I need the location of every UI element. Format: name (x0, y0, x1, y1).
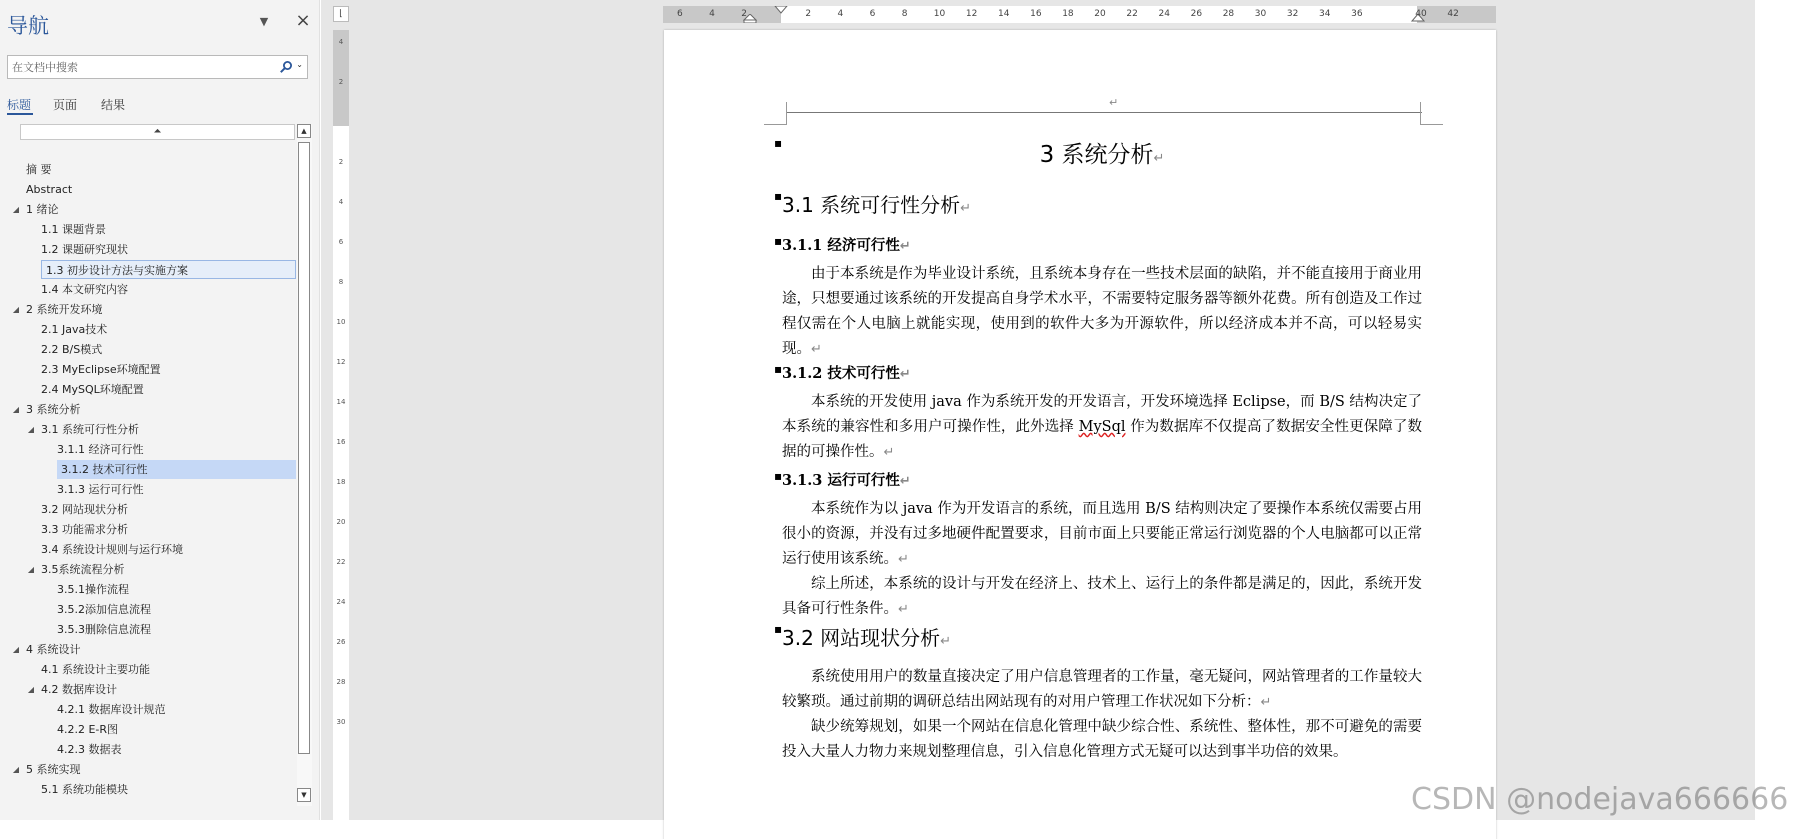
tab-results[interactable]: 结果 (101, 98, 126, 112)
outline-item[interactable] (41, 220, 106, 239)
ruler-tick-label: 14 (998, 9, 1010, 19)
outline-item-label: 2.2 B/S模式 (41, 343, 103, 356)
ruler-tick-label: 6 (338, 238, 344, 246)
ruler-tick-label: 4 (837, 9, 844, 19)
expand-triangle-icon[interactable]: ◢ (27, 425, 35, 434)
ruler-tick-label: 4 (338, 38, 344, 46)
watermark-text: CSDN @nodejava666666 (1411, 782, 1789, 817)
paragraph-text: 系统使用用户的数量直接决定了用户信息管理者的工作量，毫无疑问，网站管理者的工作量较大较繁琐。通过前期的调研总结出网站现有的对用户管理工作状况如下分析： (782, 669, 1422, 710)
outline-item-label: 1.1 课题背景 (41, 223, 106, 236)
ruler-tick-label: 32 (1286, 9, 1299, 19)
paragraph-mark: ↵ (883, 445, 895, 460)
outline-item[interactable] (41, 260, 296, 279)
paragraph-text: 本系统的开发使用 java 作为系统开发的开发语言，开发环境选择 Eclipse，而 B/S 结构决定了本系统的兼容性和多用户可操作性，此外选择 (782, 394, 1422, 435)
ruler-tick-label: 22 (1126, 9, 1138, 19)
bullet-icon: ▪ (774, 136, 783, 150)
paragraph-mark: ↵ (898, 602, 909, 617)
outline-item[interactable] (12, 300, 103, 319)
heading-3-1-1[interactable] (774, 234, 1422, 255)
ruler-tick-label: 28 (336, 678, 346, 686)
heading-3-1[interactable] (774, 189, 1422, 218)
nav-close-button[interactable] (294, 12, 312, 30)
ruler-tick-label: 8 (901, 9, 908, 19)
paragraph-text: 作为数据库不仅提高了数据安全性更保障了数据的可操作性。 (782, 419, 1422, 460)
ruler-tick-label: 22 (336, 558, 346, 566)
outline-item-label: 1 绪论 (26, 203, 59, 216)
outline-item-label: 2.3 MyEclipse环境配置 (41, 363, 161, 376)
header-rule (787, 112, 1422, 113)
outline-item[interactable] (57, 720, 118, 739)
expand-triangle-icon[interactable]: ◢ (27, 685, 35, 694)
nav-search-box (7, 55, 308, 79)
ruler-tick-label: 34 (1319, 9, 1331, 19)
triangle-up-icon: ▲ (301, 127, 307, 135)
ruler-tick-label: 26 (1190, 9, 1203, 19)
paragraph-status-2[interactable] (782, 715, 1422, 765)
tab-pages[interactable]: 页面 (53, 98, 78, 112)
bullet-icon: ▪ (774, 622, 783, 636)
outline-item[interactable] (41, 360, 161, 379)
close-icon: × (295, 10, 311, 31)
ruler-tick-label: 8 (338, 278, 344, 286)
outline-item[interactable] (26, 180, 72, 199)
outline-item-label: Abstract (26, 183, 73, 196)
nav-options-dropdown[interactable] (256, 14, 272, 30)
expand-triangle-icon[interactable]: ◢ (12, 205, 20, 214)
nav-pane-title: 导航 (7, 14, 49, 38)
ruler-tick-label: 24 (336, 598, 346, 606)
outline-item[interactable] (41, 320, 107, 339)
paragraph-text: 由于本系统是作为毕业设计系统，且系统本身存在一些技术层面的缺陷，并不能直接用于商业用途，只想要通过该系统的开发提高自身学术水平，不需要特定服务器等额外花费。所有创造及工作过程仅需在个人电脑上就能实现，使用到的软件大多为开源软件，所以经济成本并不高，可以轻易实现。 (782, 266, 1422, 357)
outline-item[interactable] (27, 420, 139, 439)
bullet-icon: ▪ (774, 189, 783, 203)
ruler-tick-label: 30 (1254, 9, 1267, 19)
scroll-down-button[interactable] (297, 788, 311, 802)
ruler-tick-label: 2 (741, 9, 747, 19)
outline-item[interactable] (41, 500, 128, 519)
ruler-tick-label: 4 (709, 9, 715, 19)
first-line-indent-marker-icon[interactable] (774, 6, 788, 14)
outline-item-label: 1.2 课题研究现状 (41, 243, 128, 256)
tab-stop-icon: ⌊ (339, 9, 343, 19)
outline-item-label: 3.5.1操作流程 (57, 583, 129, 596)
ruler-tick-label: 20 (1094, 9, 1106, 19)
outline-item-label: 5 系统实现 (26, 763, 81, 776)
outline-item-label: 4 系统设计 (26, 643, 81, 656)
collapse-all-button[interactable] (20, 124, 295, 140)
outline-item-label: 3.1 系统可行性分析 (41, 423, 139, 436)
bullet-icon: ▪ (774, 362, 783, 376)
outline-item-label: 5.1 系统功能模块 (41, 783, 128, 796)
heading-3-1-3[interactable] (774, 469, 1422, 490)
outline-item-label: 3.1.3 运行可行性 (57, 483, 144, 496)
search-icon (279, 60, 293, 74)
outline-item[interactable] (41, 520, 128, 539)
outline-item[interactable] (27, 560, 125, 579)
paragraph-technical[interactable] (782, 390, 1422, 465)
ruler-tick-label: 40 (1415, 9, 1427, 19)
active-tab-indicator (7, 113, 33, 115)
paragraph-mark: ↵ (899, 474, 911, 489)
ruler-tick-label: 24 (1158, 9, 1170, 19)
paragraph-mark: ↵ (1260, 695, 1272, 710)
outline-item[interactable] (41, 240, 128, 259)
outline-item[interactable] (57, 600, 151, 619)
paragraph-text: 综上所述，本系统的设计与开发在经济上、技术上、运行上的条件都是满足的，因此，系统开发具备可行性条件。 (782, 576, 1422, 617)
nav-search-input[interactable] (12, 56, 274, 78)
outline-item[interactable] (26, 160, 52, 179)
ruler-tick-label: 28 (1222, 9, 1235, 19)
ruler-tick-label: 2 (805, 9, 812, 19)
heading-3-1-text: 3.1 系统可行性分析 (782, 193, 961, 217)
scroll-up-button[interactable] (297, 124, 311, 138)
header-paragraph-mark: ↵ (1109, 96, 1119, 109)
ruler-tick-label: 10 (933, 9, 946, 19)
margin-corner-right (1420, 102, 1443, 125)
bullet-icon: ▪ (774, 469, 783, 483)
outline-item-label: 2 系统开发环境 (26, 303, 103, 316)
nav-scrollbar[interactable] (297, 124, 312, 806)
outline-item-label: 4.2.1 数据库设计规范 (57, 703, 166, 716)
ruler-tick-label: 26 (336, 638, 346, 646)
vertical-ruler-text-area (333, 126, 349, 820)
ruler-tick-label: 2 (338, 158, 344, 166)
chevron-down-icon: ⌄ (296, 60, 303, 69)
heading-3-1-1-text: 3.1.1 经济可行性 (782, 237, 900, 254)
ruler-tick-label: 18 (1062, 9, 1074, 19)
outline-item[interactable] (41, 340, 102, 359)
paragraph-mark: ↵ (898, 552, 909, 567)
triangle-down-icon: ▼ (301, 791, 307, 799)
paragraph-mark: ↵ (940, 634, 952, 649)
paragraph-text: 本系统作为以 java 作为开发语言的系统，而且选用 B/S 结构则决定了要操作本系统仅需要占用很小的资源，并没有过多地硬件配置要求，目前市面上只要能正常运行浏览器的个人电脑都可以正常运行使用该系统。 (782, 501, 1422, 567)
heading-1-text: 3 系统分析 (1039, 142, 1154, 168)
outline-item[interactable] (57, 620, 151, 639)
outline-item-label: 3.5.2添加信息流程 (57, 603, 151, 616)
paragraph-mark: ↵ (960, 201, 972, 216)
outline-item-label: 3 系统分析 (26, 403, 81, 416)
outline-item[interactable] (12, 400, 81, 419)
collapse-up-icon: ⏶ (153, 126, 162, 137)
paragraph-text: 缺少统筹规划，如果一个网站在信息化管理中缺少综合性、系统性、整体性，那不可避免的需要投入大量人力物力来规划整理信息，引入信息化管理方式无疑可以达到事半功倍的效果。 (782, 719, 1422, 760)
paragraph-mark: ↵ (899, 367, 911, 382)
outline-item-label: 4.2.2 E-R图 (57, 723, 119, 736)
ruler-tick-label: 36 (1351, 9, 1363, 19)
document-page[interactable] (664, 30, 1496, 839)
ruler-tick-label: 18 (336, 478, 346, 486)
ruler-tick-label: 6 (869, 9, 876, 19)
outline-item[interactable] (41, 280, 128, 299)
nav-search-button[interactable] (275, 56, 305, 78)
outline-item[interactable] (57, 440, 144, 459)
heading-1[interactable] (774, 136, 1422, 169)
heading-3-2[interactable] (774, 622, 1422, 651)
outline-item[interactable] (57, 740, 122, 759)
ruler-tick-label: 4 (338, 198, 344, 206)
outline-item[interactable] (12, 760, 81, 779)
paragraph-operational[interactable] (782, 497, 1422, 572)
paragraph-mark: ↵ (811, 342, 822, 357)
heading-3-1-2-text: 3.1.2 技术可行性 (782, 365, 900, 382)
ruler-tick-label: 30 (336, 718, 346, 726)
tab-headings[interactable]: 标题 (7, 98, 32, 112)
ruler-tick-label: 16 (1030, 9, 1042, 19)
tab-selector-button[interactable] (333, 6, 349, 22)
outline-item[interactable] (41, 660, 150, 679)
expand-triangle-icon[interactable]: ◢ (12, 305, 20, 314)
outline-item-label: 4.2.3 数据表 (57, 743, 122, 756)
outline-item-label: 1.3 初步设计方法与实施方案 (46, 264, 188, 277)
outline-item[interactable] (41, 540, 183, 559)
outline-item-label: 3.5系统流程分析 (41, 563, 125, 576)
heading-3-2-text: 3.2 网站现状分析 (782, 626, 941, 650)
outline-item-label: 4.2 数据库设计 (41, 683, 117, 696)
outline-item-label: 1.4 本文研究内容 (41, 283, 128, 296)
heading-3-1-3-text: 3.1.3 运行可行性 (782, 472, 900, 489)
paragraph-summary[interactable] (782, 572, 1422, 622)
bullet-icon: ▪ (774, 234, 783, 248)
outline-item-label: 3.2 网站现状分析 (41, 503, 128, 516)
outline-item-label: 3.3 功能需求分析 (41, 523, 128, 536)
outline-item-label: 3.5.3删除信息流程 (57, 623, 151, 636)
paragraph-mark: ↵ (899, 239, 911, 254)
heading-outline (0, 160, 296, 808)
ruler-tick-label: 12 (336, 358, 346, 366)
outline-item-label: 2.4 MySQL环境配置 (41, 383, 144, 396)
outline-item[interactable] (12, 640, 81, 659)
ruler-tick-label: 6 (677, 9, 683, 19)
paragraph-mark: ↵ (1153, 151, 1165, 166)
scrollbar-thumb[interactable] (298, 142, 310, 754)
paragraph-economic[interactable] (782, 262, 1422, 362)
margin-corner-left (764, 102, 787, 125)
outline-item[interactable] (57, 480, 144, 499)
ruler-tick-label: 2 (338, 78, 344, 86)
outline-item-label: 3.1.2 技术可行性 (61, 463, 148, 476)
outline-item[interactable] (41, 780, 128, 799)
expand-triangle-icon[interactable]: ◢ (12, 645, 20, 654)
spelling-error-mysql[interactable]: MySql (1078, 419, 1126, 435)
vertical-ruler[interactable] (333, 30, 349, 820)
chevron-down-icon: ▼ (259, 15, 269, 28)
ruler-tick-label: 12 (965, 9, 978, 19)
outline-item-label: 3.4 系统设计规则与运行环境 (41, 543, 183, 556)
outline-item[interactable] (57, 460, 296, 479)
navigation-pane (0, 0, 320, 820)
outline-item[interactable] (27, 680, 117, 699)
expand-triangle-icon[interactable]: ◢ (12, 765, 20, 774)
outline-item-label: 3.1.1 经济可行性 (57, 443, 144, 456)
ruler-tick-label: 20 (336, 518, 346, 526)
outline-item[interactable] (41, 380, 144, 399)
ruler-tick-label: 10 (336, 318, 346, 326)
outline-item-label: 摘 要 (26, 163, 52, 176)
outline-item-label: 4.1 系统设计主要功能 (41, 663, 150, 676)
expand-triangle-icon[interactable]: ◢ (27, 565, 35, 574)
outline-item[interactable] (57, 580, 129, 599)
expand-triangle-icon[interactable]: ◢ (12, 405, 20, 414)
horizontal-ruler[interactable] (663, 6, 1496, 23)
outline-item-label: 2.1 Java技术 (41, 323, 108, 336)
ruler-tick-label: 42 (1447, 9, 1459, 19)
ruler-tick-label: 16 (336, 438, 346, 446)
outline-item[interactable] (57, 700, 166, 719)
ruler-tick-label: 14 (336, 398, 346, 406)
heading-3-1-2[interactable] (774, 362, 1422, 383)
window-edge (1755, 0, 1804, 820)
outline-item[interactable] (12, 200, 59, 219)
paragraph-status-1[interactable] (782, 665, 1422, 715)
